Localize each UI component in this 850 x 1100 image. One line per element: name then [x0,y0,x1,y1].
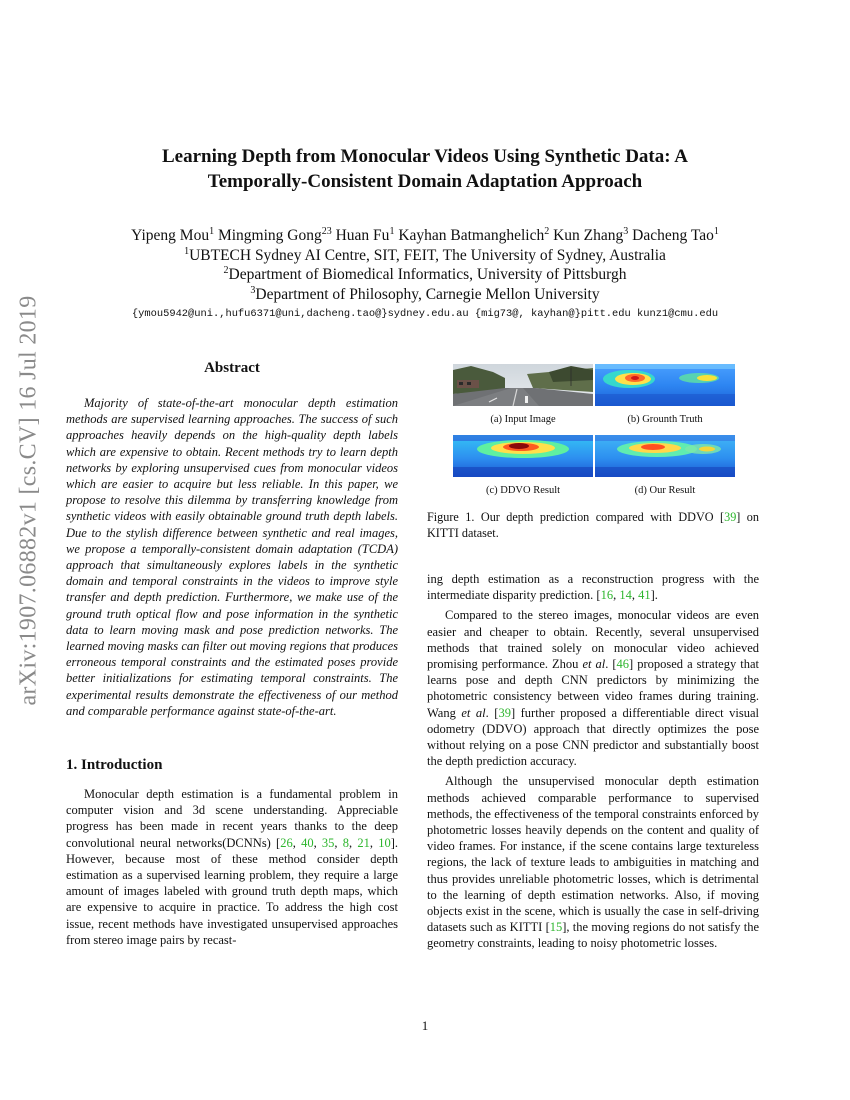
title-line-2: Temporally-Consistent Domain Adaptation Approach [207,171,643,192]
paper-title [60,144,790,194]
input-image-photo [453,364,593,406]
affiliation [40,265,810,285]
affiliation-text: Department of Biomedical Informatics, University of Pittsburgh [228,266,627,283]
panel-input-image [453,364,593,435]
text-run: ]. [650,588,658,603]
text-run: . [ [485,705,499,720]
author-affiliation-mark: 1 [713,225,719,237]
citation-link[interactable]: 39 [724,510,737,524]
panel-ddvo-result [453,435,593,506]
subcaption-c: (c) DDVO Result [485,485,561,496]
text-run: ], the moving regions do not satisfy the geometry constraints, leading to noisy photometric losses. [427,920,759,951]
affiliation [40,285,810,305]
text-run: , [349,835,358,850]
figure-grid [453,364,759,506]
text-run: Monocular depth estimation is a fundamental problem in computer vision and 3d scene understanding. Appreciable progress has been made in recent years thanks to the deep convolutional neural networks(DCNNs) [ [66,787,398,850]
citation-link[interactable]: 14 [619,588,632,603]
right-column [427,364,759,956]
author-name: Yipeng Mou [131,227,210,244]
author-name: Kayhan Batmanghelich [398,227,545,244]
citation-link[interactable]: 15 [549,920,563,935]
text-run: , [613,588,620,603]
author-list [40,226,810,246]
page-number: 1 [421,1018,429,1033]
author-name: Huan Fu [335,227,390,244]
author-name: Mingming Gong [217,227,322,244]
panel-our-result [595,435,735,506]
author-affiliation-mark: 1 [209,225,215,237]
text-run: Although the unsupervised monocular depth estimation methods achieved comparable performance to supervised methods, the effectiveness of the temporal constraints enforced by photometric losses heavily depends on the content and quality of video frames. For instance, if the scene contains large textureless regions, the lack of texture leads to ambiguities in matching and thus provides unreliable photometric losses, which is detrimental to the learning of depth estimation networks. Also, if moving objects exist in the scene, which is usually the case in self-driving datasets such as KITTI [ [427,774,759,935]
abstract-heading: Abstract [204,360,260,376]
our-depth-map [595,435,735,477]
author-name: Kun Zhang [553,227,624,244]
arxiv-identifier: arXiv:1907.06882v1 [cs.CV] 16 Jul 2019 [15,294,42,706]
affiliation [40,246,810,266]
text-run: ing depth estimation as a reconstruction progress with the intermediate disparity prediction. [ [427,572,759,603]
arxiv-stamp [6,294,52,706]
intro-paragraph-2 [427,607,759,769]
author-block [40,226,810,304]
text-run: ] on KITTI dataset. [427,510,759,540]
figure-caption [427,510,759,541]
intro-paragraph-3 [427,773,759,951]
left-column [66,358,398,952]
citation-link[interactable]: 39 [498,705,511,720]
author-name: Dacheng Tao [632,227,714,244]
affiliation-number: 1 [184,245,190,257]
affiliation-number: 2 [223,264,229,276]
introduction-heading: 1. Introduction [66,757,163,774]
affiliation-text: UBTECH Sydney AI Centre, SIT, FEIT, The University of Sydney, Australia [189,246,666,264]
text-run: , [292,835,302,850]
citation-link[interactable]: 26 [280,835,293,850]
citation-link[interactable]: 46 [616,657,630,672]
panel-ground-truth [595,364,735,435]
italic-text: et al [582,657,606,672]
citation-link[interactable]: 8 [342,835,350,850]
citation-link[interactable]: 10 [378,835,391,850]
intro-paragraph-1-continued [427,571,759,603]
citation-link[interactable]: 40 [301,835,314,850]
citation-link[interactable]: 41 [638,588,651,603]
author-affiliation-mark: 1 [389,225,395,237]
citation-link[interactable]: 16 [600,588,614,603]
author-affiliation-mark: 3 [623,225,629,237]
subcaption-b: (b) Grounth Truth [627,414,703,425]
ground-truth-depth-map [595,364,735,406]
text-run: . [ [605,657,617,672]
citation-link[interactable]: 35 [321,835,335,850]
title-line-1: Learning Depth from Monocular Videos Using Synthetic Data: A [161,146,689,167]
intro-paragraph-1 [66,786,398,948]
text-run: , [334,835,343,850]
figure-1 [427,364,759,541]
abstract-text: Majority of state-of-the-art monocular depth estimation methods are supervised learning approaches. The success of such approaches heavily depends on the high-quality depth labels which are expensive to obtain. Recent methods try to learn depth networks by exploring unsupervised cues from monocular videos which are easier to acquire but less reliable. In this paper, we propose to resolve this dilemma by transferring knowledge from synthetic videos with easily obtainable ground truth depth labels. Due to the stylish difference between synthetic and real images, we propose a temporally-consistent domain adaptation (TCDA) approach that simultaneously explores labels in the synthetic domain and temporal constraints in the videos to improve style transfer and depth prediction. Furthermore, we make use of the ground truth optical flow and pose information in the synthetic data to learn moving mask and pose prediction networks. The learned moving masks can filter out moving regions that produces erroneous temporal constraints and the estimated poses provide better initializations for estimating temporal constraints. The experimental results demonstrate the effectiveness of our method and comparable performance against state-of-the-art. [66,396,398,718]
author-affiliation-mark: 2 [544,225,550,237]
text-run: Compared to the stereo images, monocular videos are even easier and cheaper to obtain. Recently, several unsupervised methods that trained solely on monocular video achieved promising performance. Zhou [427,608,759,672]
author-emails: {ymou5942@uni.,hufu6371@uni,dacheng.tao@}sydney.edu.au {mig73@, kayhan@}pitt.edu kunz1@cmu.edu [131,308,719,320]
text-run: ]. However, because most of these method consider depth estimation as a supervised learning problem, they require a large amount of images labeled with ground truth depth maps, which are expensive to acquire in practice. To address the high cost issue, recent methods have investigated unsupervised approaches from stereo image pairs by recast- [66,835,398,947]
affiliation-list [40,246,810,305]
subcaption-d: (d) Our Result [634,485,696,496]
ddvo-depth-map [453,435,593,477]
affiliation-text: Department of Philosophy, Carnegie Mellon University [255,285,600,303]
italic-text: et al [461,705,486,720]
author-affiliation-mark: 23 [321,225,332,237]
text-run: Figure 1. Our depth prediction compared with DDVO [ [427,510,725,524]
subcaption-a: (a) Input Image [490,414,556,425]
text-run: , [631,588,639,603]
text-run: ] further proposed a differentiable direct visual odometry (DDVO) approach that directly optimizes the pose without relying on a pose CNN predictor and substantially boost the depth prediction accuracy. [427,705,759,769]
text-run: ] proposed a strategy that learns pose and depth CNN predictors by minimizing the photometric consistency between video frames during training. Wang [427,657,759,720]
citation-link[interactable]: 21 [357,835,370,850]
affiliation-number: 3 [250,284,256,296]
text-run: , [313,835,322,850]
text-run: , [369,835,379,850]
